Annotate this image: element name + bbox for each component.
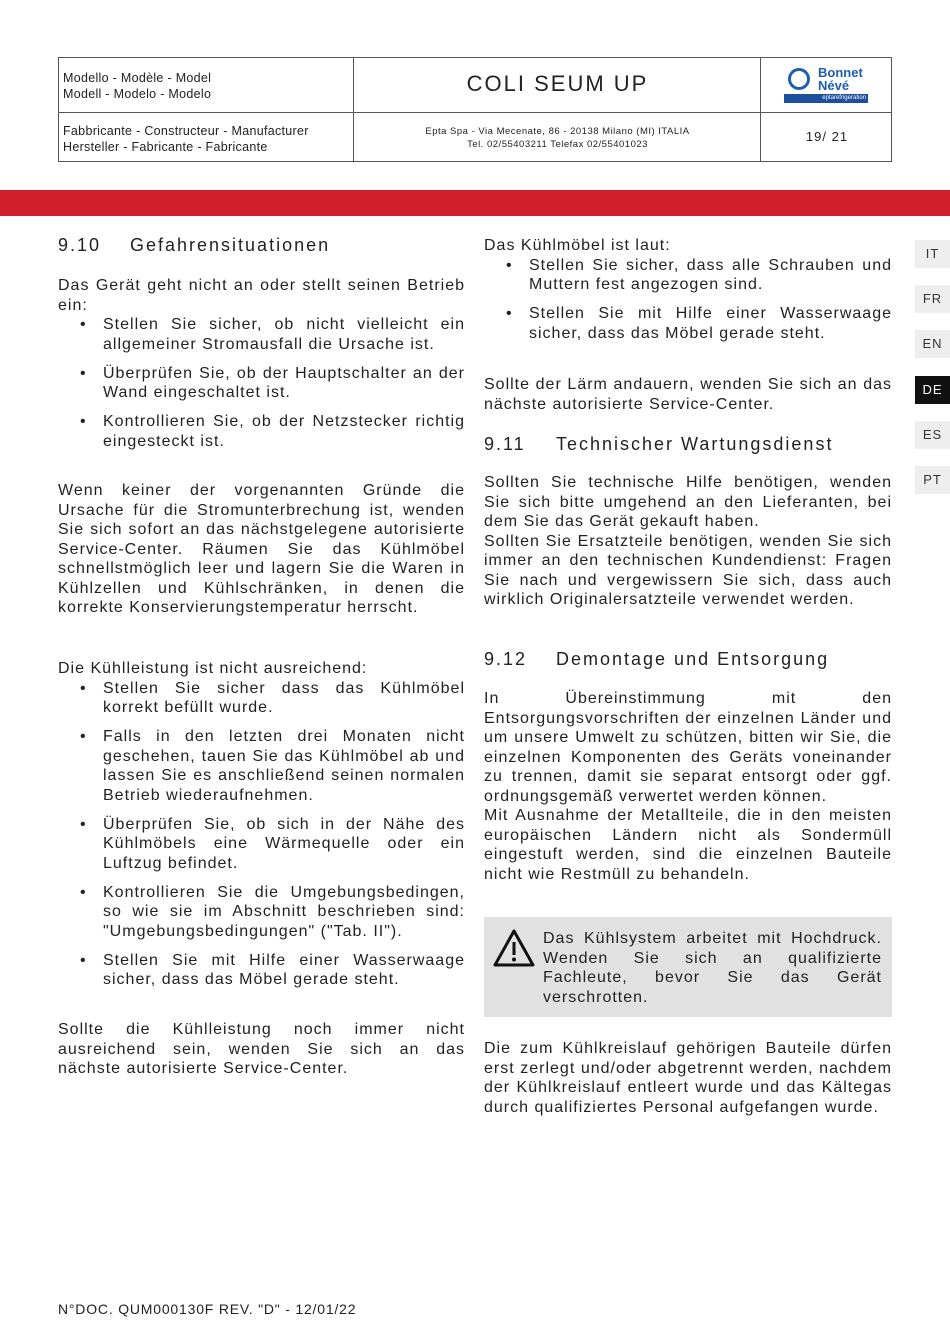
lang-tab-it[interactable]: IT [915,240,950,268]
warning-triangle-icon [492,928,536,968]
right-paragraph-5: In Übereinstimmung mit den Entsorgungsvorschriften der einzelnen Länder und um unsere Umwelt zu schützen, bitten wir Sie, die einzelnen Komponenten des Geräts voneinander zu trennen, damit sie separat entsorgt oder ggf. ordnungsgemäß verwertet werden können. Mit Ausnahme der Metallteile, die in den meisten europäischen Ländern nicht als Sondermüll eingestuft werden, sind die einzelnen Bauteile nicht wie Restmüll zu behandeln. [484,690,892,883]
lang-tab-de[interactable]: DE [915,376,950,404]
manufacturer-label: Fabbricante - Constructeur - Manufacturer Hersteller - Fabricante - Fabricante [63,124,309,154]
lang-tab-pt[interactable]: PT [915,466,950,494]
model-label: Modello - Modèle - Model Modell - Modelo - Modelo [63,71,212,101]
right-paragraph-7: Die zum Kühlkreislauf gehörigen Bauteile dürfen erst zerlegt und/oder abgetrennt werden, nachdem der Kühlkreislauf entleert wurde und das Kältegas durch qualifiziertes Personal aufgefangen wurde. [484,1040,892,1116]
header-table [58,57,892,162]
list-item: • Stellen Sie sicher, dass alle Schrauben und Muttern fest angezogen sind. [484,256,892,295]
right-paragraph-2: Sollte der Lärm andauern, wenden Sie sich an das nächste autorisierte Service-Center. [484,376,892,413]
list-item: • Überprüfen Sie, ob der Hauptschalter an der Wand eingeschaltet ist. [58,364,465,403]
list-item: • Falls in den letzten drei Monaten nicht geschehen, tauen Sie das Kühlmöbel ab und lassen Sie es anschließend seinen normalen Betrieb wiederaufnehmen. [58,727,465,805]
page-number: 19/ 21 [805,129,849,144]
warning-box [484,917,892,1017]
section-heading-9-11: 9.11 Technischer Wartungsdienst [484,434,834,454]
red-band [0,190,950,216]
manufacturer-address: Epta Spa - Via Mecenate, 86 - 20138 Milano (MI) ITALIA Tel. 02/55403211 Telefax 02/55401023 [425,126,690,150]
left-block-2: Die Kühlleistung ist nicht ausreichend: • Stellen Sie sicher dass das Kühlmöbel korrekt befüllt wurde. • Falls in den letzten drei Monaten nicht geschehen, tauen Sie das Kühlmöbel ab und lassen Sie es anschließend seinen normalen Betrieb wiederaufnehmen. • Überprüfen Sie, ob sich in der Nähe des Kühlmöbels eine Wärmequelle oder ein Luftzug befindet. • Kontrollieren Sie die Umgebungsbedingen, so wie sie im Abschnitt beschrieben sind: "Umgebungsbedingungen" ("Tab. II"). • Stellen Sie mit Hilfe einer Wasserwaage sicher, dass das Möbel gerade steht. [58,659,465,999]
document-number: N°DOC. QUM000130F REV. "D" - 12/01/22 [58,1301,357,1317]
list-item: • Stellen Sie sicher, ob nicht vielleicht ein allgemeiner Stromausfall die Ursache ist. [58,315,465,354]
brand-logo: Bonnet Névé eptarefrigeration [784,66,870,106]
lang-tab-en[interactable]: EN [915,330,950,358]
left-paragraph-2: Wenn keiner der vorgenannten Gründe die Ursache für die Stromunterbrechung ist, wenden Sie sich sofort an das nächstgelegene autorisierte Service-Center. Räumen Sie das Kühlmöbel schnellstmöglich leer und lagern Sie die Waren in Kühlzellen und Kühlschränken, in denen die korrekte Konservierungstemperatur herrscht. [58,482,465,616]
warning-text: Das Kühlsystem arbeitet mit Hochdruck. Wenden Sie sich an qualifizierte Fachleute, bevor Sie das Gerät verschrotten. [543,930,882,1006]
right-paragraph-3: Sollten Sie technische Hilfe benötigen, wenden Sie sich bitte umgehend an den Lieferanten, bei dem Sie das Gerät gekauft haben. Sollten Sie Ersatzteile benötigen, wenden Sie sich immer an den technischen Kundendienst: Fragen Sie nach und vergewissern Sie sich, dass auch wirklich Originalersatzteile verwendet werden. [484,474,892,608]
section-heading-9-12: 9.12 Demontage und Entsorgung [484,649,830,669]
list-item: • Stellen Sie sicher dass das Kühlmöbel korrekt befüllt wurde. [58,679,465,718]
list-item: • Überprüfen Sie, ob sich in der Nähe des Kühlmöbels eine Wärmequelle oder ein Luftzug befindet. [58,815,465,874]
lang-tab-fr[interactable]: FR [915,285,950,313]
left-paragraph-4: Sollte die Kühlleistung noch immer nicht ausreichend sein, wenden Sie sich an das nächste autorisierte Service-Center. [58,1021,465,1077]
list-item: • Stellen Sie mit Hilfe einer Wasserwaage sicher, dass das Möbel gerade steht. [484,304,892,343]
section-heading-9-10: 9.10 Gefahrensituationen [58,235,331,255]
list-item: • Stellen Sie mit Hilfe einer Wasserwaage sicher, dass das Möbel gerade steht. [58,951,465,990]
list-item: • Kontrollieren Sie die Umgebungsbedingen, so wie sie im Abschnitt beschrieben sind: "Umgebungsbedingungen" ("Tab. II"). [58,883,465,942]
list-item: • Kontrollieren Sie, ob der Netzstecker richtig eingesteckt ist. [58,412,465,451]
right-block-1: Das Kühlmöbel ist laut: • Stellen Sie sicher, dass alle Schrauben und Muttern fest angezogen sind. • Stellen Sie mit Hilfe einer Wasserwaage sicher, dass das Möbel gerade steht. [484,236,892,353]
model-title: COLI SEUM UP [466,71,649,96]
left-block-1: Das Gerät geht nicht an oder stellt seinen Betrieb ein: • Stellen Sie sicher, ob nicht vielleicht ein allgemeiner Stromausfall die Ursache ist. • Überprüfen Sie, ob der Hauptschalter an der Wand eingeschaltet ist. • Kontrollieren Sie, ob der Netzstecker richtig eingesteckt ist. [58,276,465,461]
lang-tab-es[interactable]: ES [915,421,950,449]
